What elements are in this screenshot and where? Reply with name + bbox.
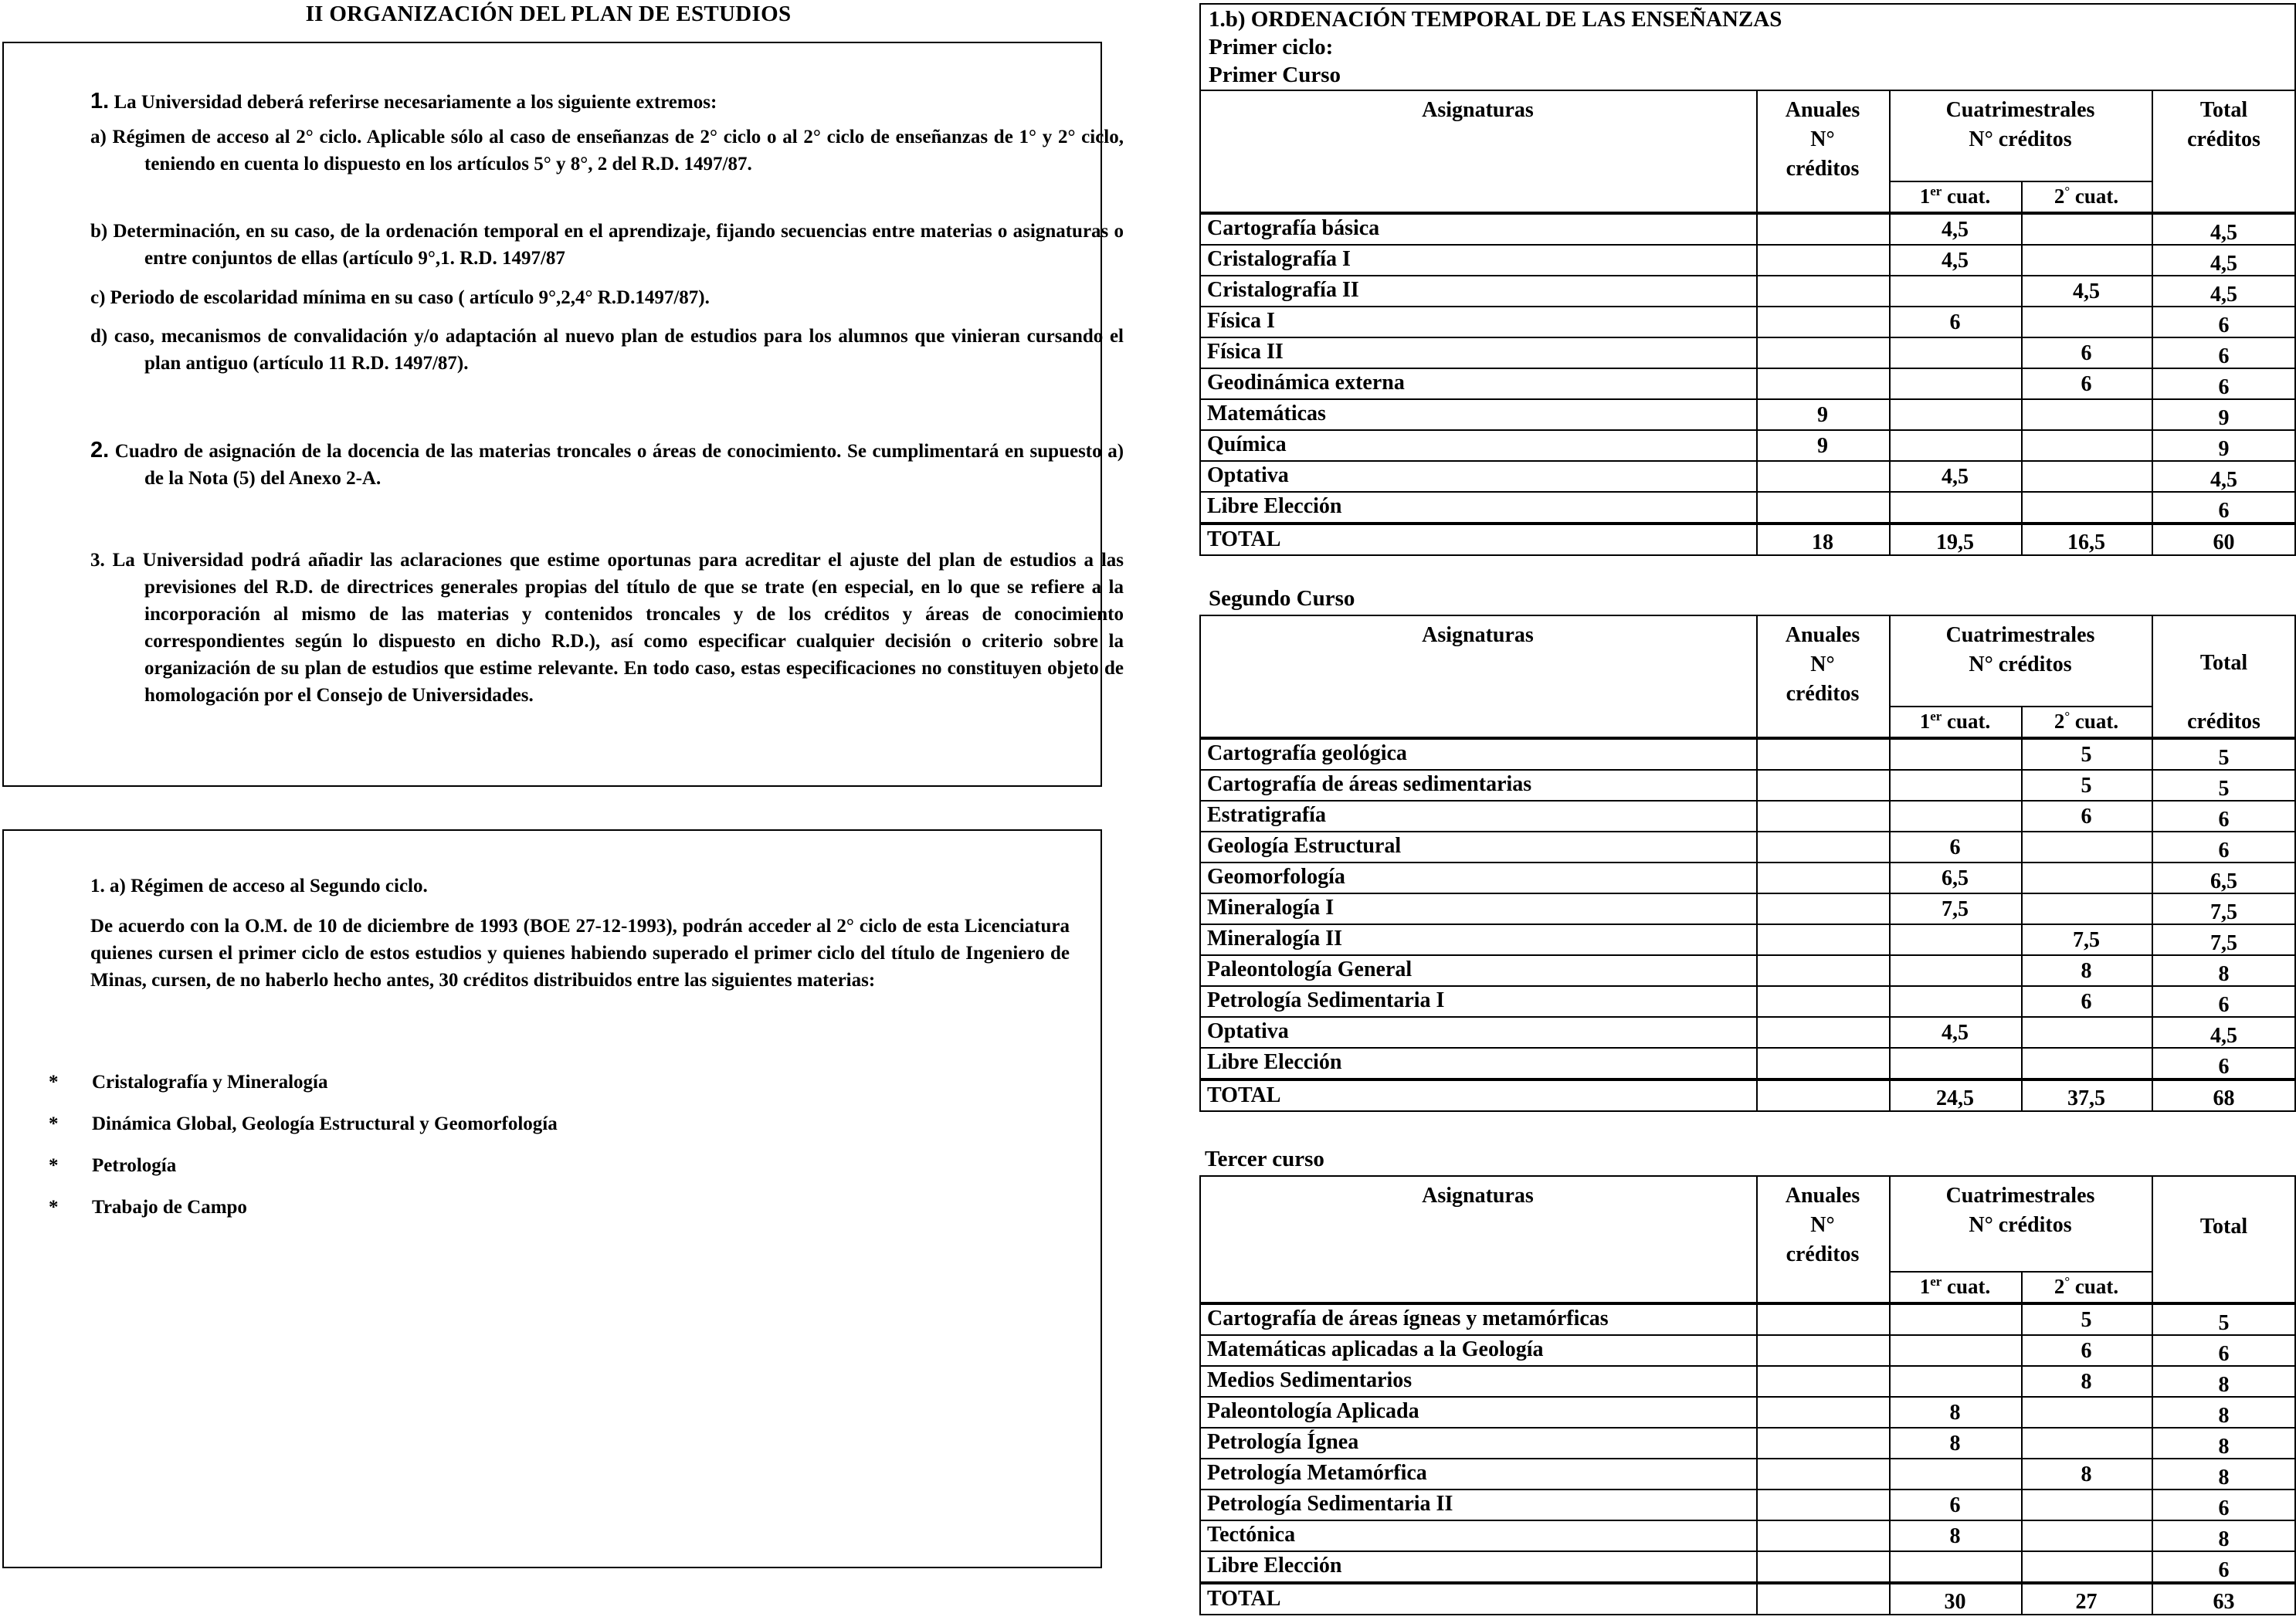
table-1-value-cell: 6 — [2081, 341, 2092, 365]
table-2-header-subjects — [1199, 621, 1756, 650]
access-heading: 1. a) Régimen de acceso al Segundo ciclo. — [90, 876, 428, 896]
table-1-subject-cell: Cristalografía II — [1207, 278, 1359, 302]
table-2-value-cell: 7,5 — [2210, 931, 2237, 955]
table-3-subject-cell: Cartografía de áreas ígneas y metamórficas — [1207, 1307, 1609, 1330]
table-1-header-total-line: Total — [2199, 98, 2248, 122]
table-1-subject-cell: Cartografía básica — [1207, 216, 1380, 240]
table-3-top-line — [1199, 1175, 2296, 1177]
table-3-value-cell: 6 — [2218, 1496, 2230, 1520]
table-2-value-cell: 5 — [2218, 746, 2230, 770]
item-1 — [90, 88, 1070, 116]
table-3-header-q1-number: 1 — [1919, 1275, 1931, 1298]
table-3-header-q2-number: 2 — [2054, 1275, 2065, 1298]
table-3-header-q1-ordinal: er — [1930, 1274, 1942, 1289]
table-1-total-value: 16,5 — [2067, 530, 2105, 554]
table-2-subject-cell: Mineralogía I — [1207, 896, 1335, 920]
table-2-top-line — [1199, 615, 2296, 616]
item-a: a) Régimen de acceso al 2° ciclo. Aplicable sólo al caso de enseñanzas de 2° ciclo o al 2° ciclo de enseñanzas de 1° y 2° ciclo, teniendo en cuenta lo dispuesto en los artículos 5° y 8°, 2 del R.D. 1497/87. — [90, 127, 1124, 175]
table-1-header-total — [2152, 96, 2296, 154]
table-2-header-annual — [1756, 621, 1889, 709]
item-2 — [90, 437, 1124, 492]
table-2-value-cell: 6,5 — [2210, 869, 2237, 893]
table-3-header-quarterly-line: Cuatrimestrales — [1945, 1184, 2095, 1208]
table-3-subject-cell: Tectónica — [1207, 1523, 1296, 1547]
table-3-value-cell: 8 — [2081, 1370, 2092, 1394]
table-1-header-quarterly — [1889, 96, 2152, 154]
table-1-header-total-line: créditos — [2187, 127, 2260, 151]
table-2-subject-cell: Geología Estructural — [1207, 834, 1402, 858]
table-1-value-cell: 4,5 — [2210, 221, 2237, 245]
list-item: * Cristalografía y Mineralogía — [49, 1072, 328, 1093]
table-1-value-cell: 6 — [2218, 499, 2230, 523]
table-3-value-cell: 8 — [1949, 1524, 1961, 1548]
table-1-value-cell: 9 — [1817, 403, 1828, 427]
bullet-star-icon: * — [49, 1072, 59, 1093]
table-3-value-cell: 6 — [2218, 1342, 2230, 1366]
table-3-header-subjects-line: Asignaturas — [1422, 1184, 1534, 1208]
table-3-header-quarterly-line: N° créditos — [1969, 1213, 2072, 1237]
table-1-value-cell: 4,5 — [2210, 468, 2237, 492]
table-3-header-q2 — [2021, 1274, 2152, 1299]
table-2-header-total-unit: créditos — [2187, 710, 2260, 734]
table-2-value-cell: 7,5 — [2073, 928, 2100, 952]
table-1-header-annual-line: N° — [1810, 127, 1835, 151]
table-2-header-quarterly-line: Cuatrimestrales — [1945, 623, 2095, 647]
table-1-total-label: TOTAL — [1207, 527, 1281, 551]
table-3-header-annual — [1756, 1181, 1889, 1269]
table-3-value-cell: 8 — [2218, 1435, 2230, 1459]
table-2-header-q1 — [1889, 709, 2021, 734]
table-3-header-q2-word: cuat. — [2070, 1275, 2119, 1298]
table-1-value-cell: 9 — [2218, 406, 2230, 430]
table-1-header-quarterly-line: Cuatrimestrales — [1945, 98, 2095, 122]
table-1-value-cell: 6 — [1949, 310, 1961, 334]
table-2-header-annual-line: créditos — [1786, 682, 1860, 706]
item-1-number: 1. — [90, 89, 110, 114]
item-2-number: 2. — [90, 438, 110, 463]
table-1-subject-cell: Matemáticas — [1207, 402, 1326, 425]
table-1-value-cell: 4,5 — [1942, 249, 1969, 273]
table-1-header-subjects-line: Asignaturas — [1422, 98, 1534, 122]
course-2-title: Segundo Curso — [1209, 586, 1355, 611]
table-3-header-q1-word: cuat. — [1942, 1275, 1991, 1298]
table-1-header-annual-line: Anuales — [1785, 98, 1860, 122]
table-2-value-cell: 6 — [2218, 839, 2230, 863]
table-3-left-line — [1199, 1175, 1201, 1615]
table-1-value-cell: 4,5 — [2073, 280, 2100, 303]
item-3: 3. La Universidad podrá añadir las aclaraciones que estime oportunas para acreditar el ajuste del plan de estudios a las previsiones del R.D. de directrices generales propias del título de que se trate (en especial, en lo que se refiere a la incorporación al mismo de las materias y contenidos troncales y de los créditos y áreas de conocimiento correspondientes según lo dispuesto en dicho R.D.), así como especificar cualquier decisión o criterio sobre la organización de su plan de estudios que estime relevante. En todo caso, estas especificaciones no constituyen objeto de homologación por el Consejo de Universidades. — [90, 550, 1124, 706]
table-1-header-annual — [1756, 96, 1889, 184]
table-2-subject-cell: Petrología Sedimentaria I — [1207, 988, 1445, 1012]
table-3-header-q1 — [1889, 1274, 2021, 1299]
table-2-subject-cell: Cartografía geológica — [1207, 741, 1407, 765]
table-1-value-cell: 4,5 — [2210, 252, 2237, 276]
table-2-header-q2 — [2021, 709, 2152, 734]
table-3-total-value: 63 — [2213, 1590, 2235, 1614]
table-2-value-cell: 4,5 — [2210, 1024, 2237, 1048]
table-2-value-cell: 7,5 — [1942, 897, 1969, 921]
bullet-star-icon: * — [49, 1197, 59, 1218]
item-b: b) Determinación, en su caso, de la ordenación temporal en el aprendizaje, fijando secuencias entre materias o asignaturas o entre conjuntos de ellas (artículo 9°,1. R.D. 1497/87 — [90, 221, 1124, 269]
table-1-subject-cell: Física I — [1207, 309, 1275, 333]
table-2-value-cell: 6 — [1949, 835, 1961, 859]
table-2-subject-cell: Estratigrafía — [1207, 803, 1326, 827]
table-1-header-q1 — [1889, 184, 2021, 208]
table-3-value-cell: 8 — [2218, 1373, 2230, 1397]
table-3-subject-cell: Matemáticas aplicadas a la Geología — [1207, 1337, 1544, 1361]
table-3-subject-cell: Medios Sedimentarios — [1207, 1368, 1413, 1392]
table-3-subject-cell: Petrología Metamórfica — [1207, 1461, 1427, 1485]
table-2-header-q2-ordinal: ° — [2064, 709, 2070, 724]
bullet-star-icon: * — [49, 1155, 59, 1176]
table-3-header-quarterly — [1889, 1181, 2152, 1240]
table-1-value-cell: 6 — [2081, 372, 2092, 396]
table-2-header-quarterly-line: N° créditos — [1969, 652, 2072, 676]
page-title: II ORGANIZACIÓN DEL PLAN DE ESTUDIOS — [305, 2, 792, 26]
item-2-text: Cuadro de asignación de la docencia de las materias troncales o áreas de conocimiento. Se cumplimentará en supuesto a) de la Nota (5) del Anexo 2-A. — [114, 441, 1124, 489]
table-1-total-value: 19,5 — [1936, 530, 1974, 554]
table-2-total-value: 68 — [2213, 1086, 2235, 1110]
table-1-subheader-line — [1889, 181, 2152, 182]
table-2-header-subjects-line: Asignaturas — [1422, 623, 1534, 647]
table-1-header-q2-ordinal: ° — [2064, 184, 2070, 198]
table-3-header-annual-line: N° — [1810, 1213, 1835, 1237]
table-1-value-cell: 6 — [2218, 313, 2230, 337]
section-title: 1.b) ORDENACIÓN TEMPORAL DE LAS ENSEÑANZAS — [1209, 7, 1782, 32]
table-1-header-q1-ordinal: er — [1930, 184, 1942, 198]
table-3-total-value: 30 — [1944, 1590, 1966, 1614]
table-3-subject-cell: Petrología Ígnea — [1207, 1430, 1359, 1454]
table-3-value-cell: 8 — [1949, 1401, 1961, 1425]
table-3-header-annual-line: créditos — [1786, 1242, 1860, 1266]
table-3-value-cell: 8 — [2218, 1527, 2230, 1551]
table-2-header-q1-ordinal: er — [1930, 709, 1942, 724]
table-2-header-annual-line: Anuales — [1785, 623, 1860, 647]
table-1-header-q1-word: cuat. — [1942, 185, 1991, 208]
table-1-value-cell: 4,5 — [1942, 465, 1969, 489]
table-2-total-value: 24,5 — [1936, 1086, 1974, 1110]
table-2-value-cell: 5 — [2218, 777, 2230, 801]
table-2-subject-cell: Cartografía de áreas sedimentarias — [1207, 772, 1532, 796]
table-2-total-label: TOTAL — [1207, 1083, 1281, 1107]
table-3-total-value: 27 — [2075, 1590, 2098, 1614]
item-d: d) caso, mecanismos de convalidación y/o adaptación al nuevo plan de estudios para los alumnos que vinieran cursando el plan antiguo (artículo 11 R.D. 1497/87). — [90, 326, 1124, 374]
table-3-subject-cell: Petrología Sedimentaria II — [1207, 1492, 1453, 1516]
table-2-header-q2-word: cuat. — [2070, 710, 2119, 733]
table-1-total-value: 18 — [1812, 530, 1833, 554]
table-3-header-total: Total — [2199, 1215, 2248, 1239]
table-2-value-cell: 6 — [2081, 805, 2092, 829]
table-3-subject-cell: Paleontología Aplicada — [1207, 1399, 1419, 1423]
list-item: * Dinámica Global, Geología Estructural y Geomorfología — [49, 1113, 558, 1134]
table-1-header-q1-number: 1 — [1919, 185, 1931, 208]
table-2-value-cell: 8 — [2218, 962, 2230, 986]
table-2-value-cell: 6 — [2218, 993, 2230, 1017]
table-1-value-cell: 9 — [1817, 434, 1828, 458]
table-3-value-cell: 8 — [1949, 1432, 1961, 1456]
item-1-text: La Universidad deberá referirse necesariamente a los siguiente extremos: — [114, 92, 717, 113]
table-3-value-cell: 8 — [2218, 1404, 2230, 1428]
table-3-header-subjects — [1199, 1181, 1756, 1211]
table-1-value-cell: 4,5 — [1942, 218, 1969, 242]
table-2-subheader-line — [1889, 706, 2152, 707]
table-1-top-line — [1199, 90, 2296, 91]
table-2-header-q1-word: cuat. — [1942, 710, 1991, 733]
table-1-header-q2 — [2021, 184, 2152, 208]
cycle-label: Primer ciclo: — [1209, 35, 1334, 59]
table-2-value-cell: 6 — [2218, 1055, 2230, 1079]
table-2-header-total: Total — [2199, 651, 2248, 675]
table-2-header-quarterly — [1889, 621, 2152, 680]
table-1-value-cell: 9 — [2218, 437, 2230, 461]
table-2-header-q1-number: 1 — [1919, 710, 1931, 733]
access-regime-box — [2, 829, 1102, 1568]
table-2-value-cell: 8 — [2081, 959, 2092, 983]
table-1-header-subjects — [1199, 96, 1756, 125]
table-2-value-cell: 7,5 — [2210, 900, 2237, 924]
table-1-header-quarterly-line: N° créditos — [1969, 127, 2072, 151]
table-1-value-cell: 4,5 — [2210, 283, 2237, 307]
table-2-subject-cell: Geomorfología — [1207, 865, 1345, 889]
table-3-value-cell: 6 — [1949, 1493, 1961, 1517]
bullet-star-icon: * — [49, 1113, 59, 1134]
access-text: De acuerdo con la O.M. de 10 de diciembre de 1993 (BOE 27-12-1993), podrán acceder al 2° ciclo de esta Licenciatura quienes cursen el primer ciclo de estos estudios y quienes habiendo superado el primer ciclo del título de Ingeniero de Minas, cursen, de no haberlo hecho antes, 30 créditos distribuidos entre las siguientes materias: — [90, 916, 1070, 991]
table-1-header-annual-line: créditos — [1786, 157, 1860, 181]
table-3-value-cell: 5 — [2218, 1311, 2230, 1335]
table-3-value-cell: 5 — [2081, 1308, 2092, 1332]
table-1-value-cell: 6 — [2218, 344, 2230, 368]
table-1-total-value: 60 — [2213, 530, 2235, 554]
instructions-box — [2, 42, 1124, 787]
course-3-title: Tercer curso — [1205, 1147, 1324, 1171]
table-3-header-annual-line: Anuales — [1785, 1184, 1860, 1208]
item-c: c) Periodo de escolaridad mínima en su caso ( artículo 9°,2,4° R.D.1497/87). — [90, 287, 710, 308]
table-2-value-cell: 6,5 — [1942, 866, 1969, 890]
table-1-subject-cell: Libre Elección — [1207, 494, 1342, 518]
list-item: * Petrología — [49, 1155, 177, 1176]
table-2-value-cell: 4,5 — [1942, 1021, 1969, 1045]
table-2-subject-cell: Mineralogía II — [1207, 927, 1342, 951]
table-3-subject-cell: Libre Elección — [1207, 1554, 1342, 1578]
table-2-value-cell: 6 — [2218, 808, 2230, 832]
table-1-subject-cell: Geodinámica externa — [1207, 371, 1405, 395]
table-2-header-q2-number: 2 — [2054, 710, 2065, 733]
table-3-value-cell: 6 — [2218, 1558, 2230, 1582]
table-3-header-q2-ordinal: ° — [2064, 1274, 2070, 1289]
table-1-value-cell: 6 — [2218, 375, 2230, 399]
table-2-value-cell: 5 — [2081, 774, 2092, 798]
table-3-subheader-line — [1889, 1271, 2152, 1273]
table-1-subject-cell: Física II — [1207, 340, 1284, 364]
table-2-subject-cell: Libre Elección — [1207, 1050, 1342, 1074]
table-2-value-cell: 5 — [2081, 743, 2092, 767]
table-2-header-annual-line: N° — [1810, 652, 1835, 676]
table-2-total-value: 37,5 — [2067, 1086, 2105, 1110]
table-1-subject-cell: Química — [1207, 432, 1287, 456]
table-3-total-label: TOTAL — [1207, 1587, 1281, 1611]
table-3-value-cell: 8 — [2081, 1462, 2092, 1486]
table-2-subject-cell: Optativa — [1207, 1019, 1289, 1043]
table-1-subject-cell: Cristalografía I — [1207, 247, 1351, 271]
table-1-header-q2-word: cuat. — [2070, 185, 2119, 208]
table-2-subject-cell: Paleontología General — [1207, 957, 1413, 981]
table-1-header-q2-number: 2 — [2054, 185, 2065, 208]
table-2-value-cell: 6 — [2081, 990, 2092, 1014]
list-item: * Trabajo de Campo — [49, 1197, 247, 1218]
table-1-subject-cell: Optativa — [1207, 463, 1289, 487]
table-3-value-cell: 6 — [2081, 1339, 2092, 1363]
course-1-title: Primer Curso — [1209, 63, 1341, 87]
table-3-value-cell: 8 — [2218, 1466, 2230, 1490]
